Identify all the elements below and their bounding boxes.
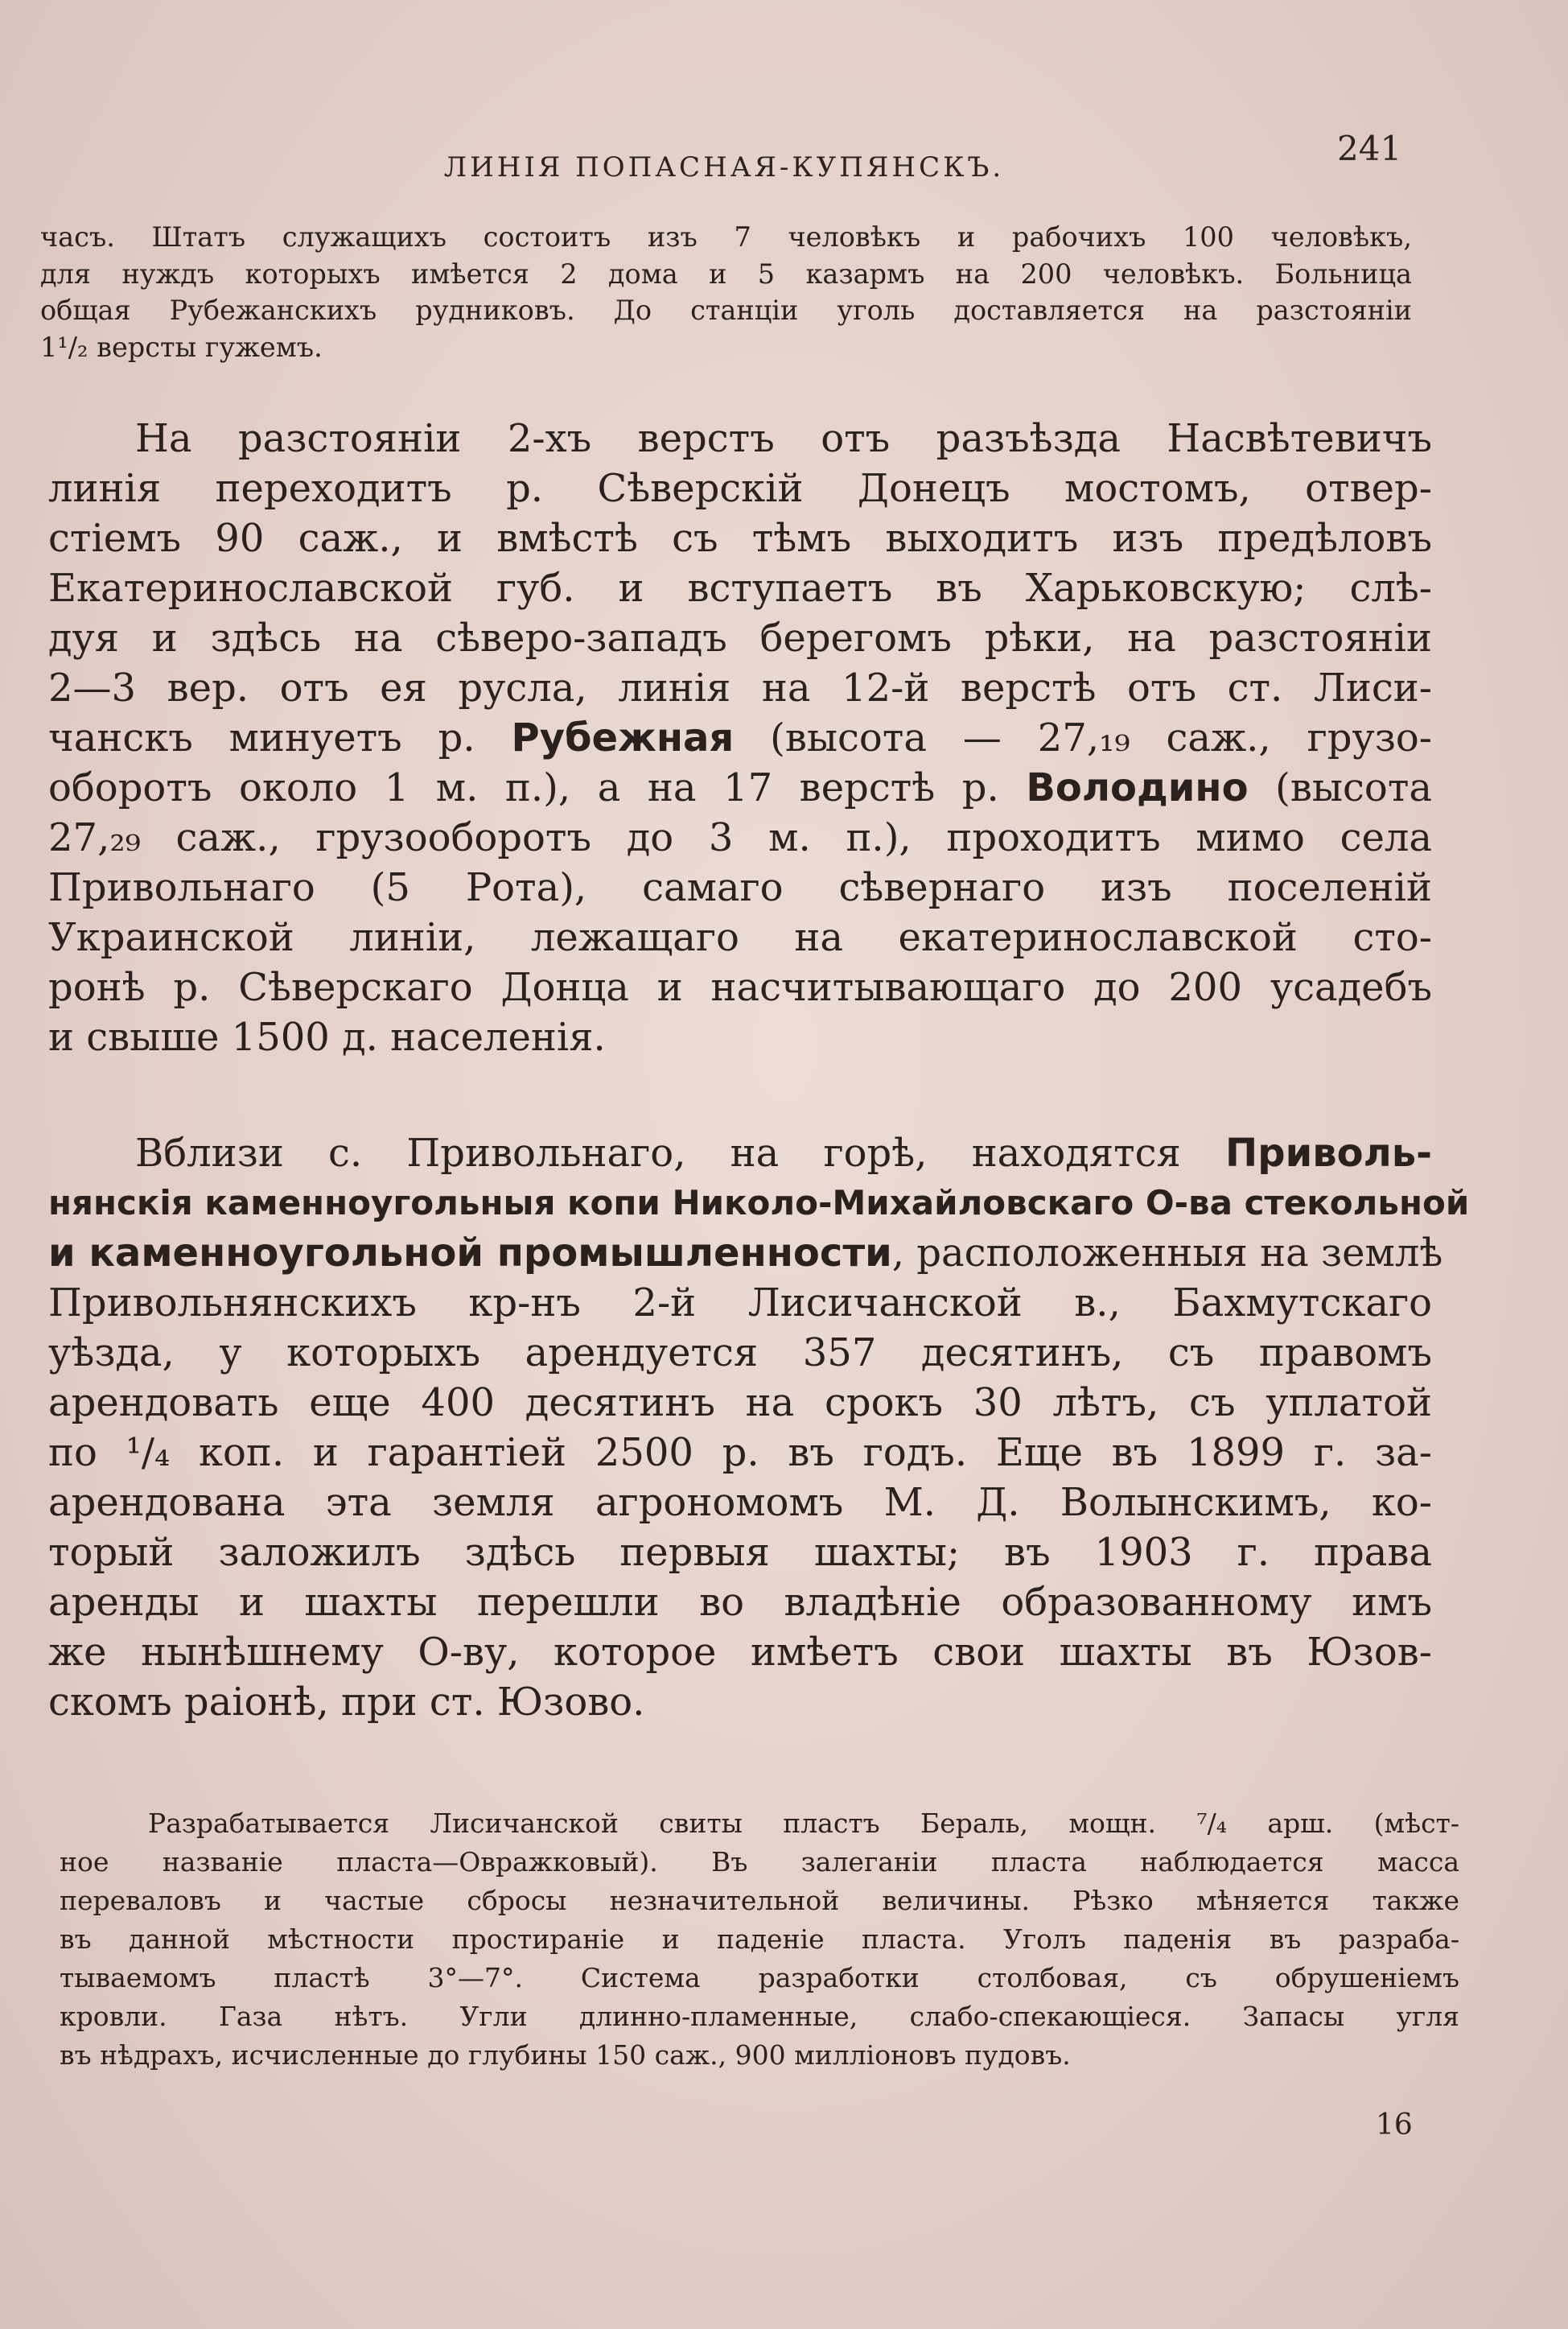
bold-company-name: Приволь-: [1225, 1131, 1432, 1176]
text-run: оборотъ около 1 м. п.), а на 17 верстѣ р.: [48, 765, 1027, 810]
text-line: Екатеринославской губ. и вступаетъ въ Харьковскую; слѣ-: [48, 566, 1432, 611]
text-line: скомъ раіонѣ, при ст. Юзово.: [48, 1680, 645, 1725]
text-line: тываемомъ пластѣ 3°—7°. Система разработки столбовая, съ обрушеніемъ: [60, 1962, 1459, 1993]
text-line: торый заложилъ здѣсь первыя шахты; въ 1903 г. права: [48, 1530, 1432, 1575]
text-line: дуя и здѣсь на сѣверо-западъ берегомъ рѣки, на разстояніи: [48, 616, 1432, 661]
text-line: [48, 1128, 1432, 1178]
page-number: 241: [1337, 129, 1402, 168]
bottom-paragraph: [60, 1804, 1459, 2075]
text-line: нянскія каменноугольныя копи Николо-Михайловскаго О-ва стекольной: [48, 1183, 1470, 1222]
text-line: [48, 713, 1432, 763]
bold-place-name: Володино: [1026, 765, 1249, 810]
text-line: кровли. Газа нѣтъ. Угли длинно-пламенные, слабо-спекающіеся. Запасы угля: [60, 2001, 1459, 2032]
text-line: часъ. Штатъ служащихъ состоитъ изъ 7 человѣкъ и рабочихъ 100 человѣкъ,: [40, 221, 1412, 253]
signature-mark: 16: [1376, 2108, 1413, 2141]
text-line: арендована эта земля агрономомъ М. Д. Волынскимъ, ко-: [48, 1480, 1432, 1525]
text-line: 27,₂₉ саж., грузооборотъ до 3 м. п.), проходитъ мимо села: [48, 815, 1432, 860]
text-run: (высота: [1248, 765, 1433, 810]
text-line: 1¹/₂ версты гужемъ.: [40, 331, 323, 363]
text-run: , расположенныя на землѣ: [891, 1230, 1443, 1276]
bold-place-name: Рубежная: [511, 715, 735, 761]
text-line: въ нѣдрахъ, исчисленные до глубины 150 саж., 900 милліоновъ пудовъ.: [60, 2039, 1071, 2071]
text-line: аренды и шахты перешли во владѣніе образованному имъ: [48, 1580, 1432, 1625]
text-line: ное названіе пласта—Овражковый). Въ залеганіи пласта наблюдается масса: [60, 1846, 1459, 1878]
top-paragraph: [40, 219, 1412, 365]
text-line: для нуждъ которыхъ имѣется 2 дома и 5 казармъ на 200 человѣкъ. Больница: [40, 258, 1412, 290]
paragraph-2: [48, 1128, 1470, 1727]
text-line: линія переходитъ р. Сѣверскій Донецъ мостомъ, отвер-: [48, 466, 1432, 511]
text-line: [48, 763, 1432, 813]
text-line: общая Рубежанскихъ рудниковъ. До станціи уголь доставляется на разстояніи: [40, 295, 1412, 326]
running-header: ЛИНІЯ ПОПАСНАЯ-КУПЯНСКЪ.: [443, 151, 1005, 183]
bold-company-name: и каменноугольной промышленности: [48, 1230, 892, 1276]
text-line: На разстояніи 2-хъ верстъ отъ разъѣзда Насвѣтевичъ: [135, 416, 1432, 461]
text-line: ронѣ р. Сѣверскаго Донца и насчитывающаго до 200 усадебъ: [48, 965, 1432, 1010]
text-line: же нынѣшнему О-ву, которое имѣетъ свои шахты въ Юзов-: [48, 1630, 1432, 1675]
text-line: Украинской линіи, лежащаго на екатеринославской сто-: [48, 915, 1432, 960]
text-line: по ¹/₄ коп. и гарантіей 2500 р. въ годъ. Еще въ 1899 г. за-: [48, 1430, 1432, 1475]
text-line: стіемъ 90 саж., и вмѣстѣ съ тѣмъ выходитъ изъ предѣловъ: [48, 516, 1432, 561]
text-line: и свыше 1500 д. населенія.: [48, 1015, 606, 1060]
text-line: арендовать еще 400 десятинъ на срокъ 30 лѣтъ, съ уплатой: [48, 1380, 1432, 1425]
text-line: Привольнянскихъ кр-нъ 2-й Лисичанской в., Бахмутскаго: [48, 1280, 1432, 1325]
text-line: переваловъ и частые сбросы незначительной величины. Рѣзко мѣняется также: [60, 1885, 1459, 1916]
text-line: [48, 1228, 1443, 1278]
paragraph-1: [48, 414, 1432, 1062]
text-line: Привольнаго (5 Рота), самаго сѣвернаго изъ поселеній: [48, 865, 1432, 910]
text-run: Вблизи с. Привольнаго, на горѣ, находятся: [135, 1131, 1226, 1176]
text-line: Разрабатывается Лисичанской свиты пластъ Бераль, мощн. ⁷/₄ арш. (мѣст-: [148, 1808, 1459, 1839]
text-line: въ данной мѣстности простираніе и паденіе пласта. Уголъ паденія въ разраба-: [60, 1923, 1459, 1955]
text-line: 2—3 вер. отъ ея русла, линія на 12-й верстѣ отъ ст. Лиси-: [48, 666, 1432, 711]
text-run: чанскъ минуетъ р.: [48, 715, 512, 761]
text-run: (высота — 27,₁₉ саж., грузо-: [734, 715, 1432, 761]
text-line: уѣзда, у которыхъ арендуется 357 десятинъ, съ правомъ: [48, 1330, 1432, 1375]
